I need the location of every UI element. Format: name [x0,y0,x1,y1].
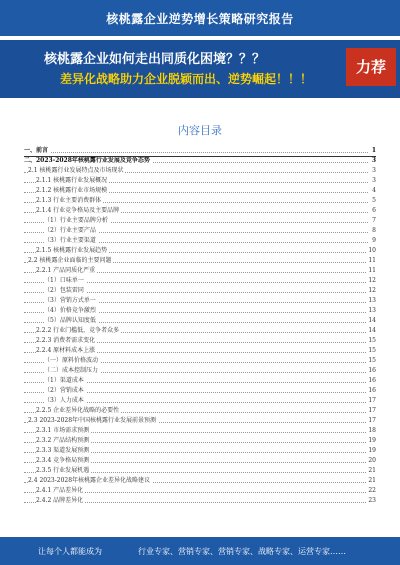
toc-entry-page: 3 [372,167,376,174]
toc-entry-title: 2.2.3 消费者需求变化 [36,337,96,344]
toc-row[interactable] [24,256,376,266]
toc-entry-title: （二）成本控制压力 [44,367,99,374]
toc-entry-title: 2.2.5 企业差异化战略的必要性 [36,407,120,414]
toc-row[interactable] [24,286,376,296]
toc-row[interactable] [24,396,376,406]
toc-row[interactable] [24,386,376,396]
toc-entry-title: （3）营销方式单一 [44,297,96,304]
table-of-contents [24,146,376,506]
toc-row[interactable] [24,206,376,216]
toc-row[interactable] [24,176,376,186]
toc-entry-title: 二、2023-2028年核桃露行业发展及竞争态势 [24,157,150,164]
toc-row[interactable] [24,436,376,446]
toc-row[interactable] [24,376,376,386]
toc-row[interactable] [24,246,376,256]
toc-entry-title: （2）行业主要产品 [44,227,96,234]
toc-entry-title: （5）品牌认知度低 [44,317,96,324]
toc-entry-page: 19 [368,447,376,454]
toc-row[interactable] [24,236,376,246]
header-bar [0,0,400,36]
toc-entry-page: 21 [368,477,376,484]
toc-entry-page: 4 [372,187,376,194]
toc-row[interactable] [24,336,376,346]
toc-entry-title: （2）营销成本 [44,387,84,394]
toc-entry-title: 2.3 2023-2028年中国核桃露行业发展前景预测 [28,417,157,424]
toc-row[interactable] [24,166,376,176]
toc-entry-title: 2.2.1 产品同质化严重 [36,267,96,274]
toc-entry-page: 12 [368,287,376,294]
toc-entry-page: 1 [371,147,376,154]
toc-entry-page: 13 [368,297,376,304]
toc-entry-title: 一、前言 [24,147,49,154]
toc-row[interactable] [24,226,376,236]
toc-entry-page: 14 [368,327,376,334]
toc-entry-page: 15 [368,357,376,364]
toc-row[interactable] [24,366,376,376]
toc-row[interactable] [24,346,376,356]
toc-row[interactable] [24,356,376,366]
toc-entry-title: 2.2.4 原材料成本上涨 [36,347,96,354]
toc-row[interactable] [24,216,376,226]
toc-entry-title: （4）价格竞争激烈 [44,307,96,314]
footer-roles: 行业专家、营销专家、营销专家、战略专家、运营专家…… [138,547,346,556]
toc-entry-title: （1）口味单一 [44,277,84,284]
recommend-badge: 力荐 [346,48,396,86]
toc-entry-title: 2.3.3 渠道发展预测 [36,447,90,454]
toc-entry-page: 16 [368,387,376,394]
toc-row[interactable] [24,486,376,496]
toc-entry-title: 2.1 核桃露行业发展特点及市场现状 [28,167,124,174]
toc-entry-title: （2）包装雷同 [44,287,84,294]
toc-divider [24,156,376,157]
toc-entry-title: 2.2 核桃露企业面临的主要问题 [28,257,112,264]
toc-entry-page: 16 [368,377,376,384]
toc-entry-page: 21 [368,467,376,474]
toc-heading: 内容目录 [178,124,222,137]
report-title: 核桃露企业逆势增长策略研究报告 [106,12,294,26]
toc-entry-page: 15 [368,347,376,354]
toc-row[interactable] [24,476,376,486]
toc-row[interactable] [24,456,376,466]
toc-entry-page: 6 [372,207,376,214]
toc-row[interactable] [24,156,376,166]
toc-entry-page: 12 [368,277,376,284]
toc-entry-page: 23 [368,497,376,504]
toc-row[interactable] [24,446,376,456]
promo-banner [0,40,400,98]
footer-bar [0,537,400,565]
toc-entry-page: 11 [368,267,376,274]
toc-row[interactable] [24,496,376,506]
toc-entry-title: 2.3.2 产品结构预测 [36,437,90,444]
toc-entry-page: 3 [371,157,376,164]
toc-entry-title: 2.2.2 行业门槛低，竞争者众多 [36,327,120,334]
toc-entry-title: 2.3.4 竞争格局预测 [36,457,90,464]
toc-entry-page: 13 [368,307,376,314]
toc-entry-title: 2.1.1 核桃露行业发展概况 [36,177,108,184]
toc-row[interactable] [24,186,376,196]
toc-entry-title: （一）原料价格波动 [44,357,99,364]
toc-entry-page: 18 [368,427,376,434]
toc-entry-title: （3）人力成本 [44,397,84,404]
toc-entry-title: 2.4.1 产品差异化 [36,487,84,494]
toc-entry-page: 14 [368,317,376,324]
toc-entry-title: 2.3.1 市场需求预测 [36,427,90,434]
footer-slogan: 让每个人都能成为 [38,547,102,556]
toc-entry-title: （1）行业主要品牌分析 [44,217,108,224]
toc-row[interactable] [24,326,376,336]
toc-entry-title: （3）行业主要渠道 [44,237,96,244]
toc-entry-page: 17 [368,397,376,404]
toc-entry-page: 22 [368,487,376,494]
toc-row[interactable] [24,266,376,276]
toc-row[interactable] [24,296,376,306]
toc-entry-title: （1）渠道成本 [44,377,84,384]
toc-entry-page: 20 [368,457,376,464]
toc-entry-title: 2.4.2 品牌差异化 [36,497,84,504]
toc-entry-page: 16 [368,367,376,374]
toc-entry-page: 9 [372,237,376,244]
toc-entry-title: 2.1.4 行业竞争格局及主要品牌 [36,207,120,214]
toc-row[interactable] [24,406,376,416]
toc-entry-title: 2.4 2023-2028年核桃露企业差异化战略建议 [28,477,151,484]
toc-row[interactable] [24,196,376,206]
toc-entry-page: 17 [368,417,376,424]
toc-entry-page: 19 [368,437,376,444]
toc-row[interactable] [24,466,376,476]
toc-entry-title: 2.1.5 核桃露行业发展趋势 [36,247,108,254]
toc-entry-page: 10 [368,247,376,254]
toc-row[interactable] [24,146,376,156]
banner-headline: 核桃露企业如何走出同质化困境？？？ [44,52,266,67]
toc-entry-page: 5 [372,197,376,204]
banner-subheadline: 差异化战略助力企业脱颖而出、逆势崛起！！！ [60,72,313,86]
toc-leader-dots [24,152,368,153]
toc-row[interactable] [24,276,376,286]
toc-row[interactable] [24,306,376,316]
toc-entry-title: 2.3.5 行业发展机遇 [36,467,90,474]
toc-entry-page: 7 [372,217,376,224]
toc-entry-page: 17 [368,407,376,414]
toc-entry-page: 11 [368,257,376,264]
toc-row[interactable] [24,316,376,326]
toc-entry-page: 15 [368,337,376,344]
toc-entry-page: 3 [372,177,376,184]
toc-entry-page: 8 [372,227,376,234]
toc-row[interactable] [24,426,376,436]
toc-entry-title: 2.1.3 行业主要消费群体 [36,197,102,204]
toc-entry-title: 2.1.2 核桃露行业市场规模 [36,187,108,194]
toc-row[interactable] [24,416,376,426]
